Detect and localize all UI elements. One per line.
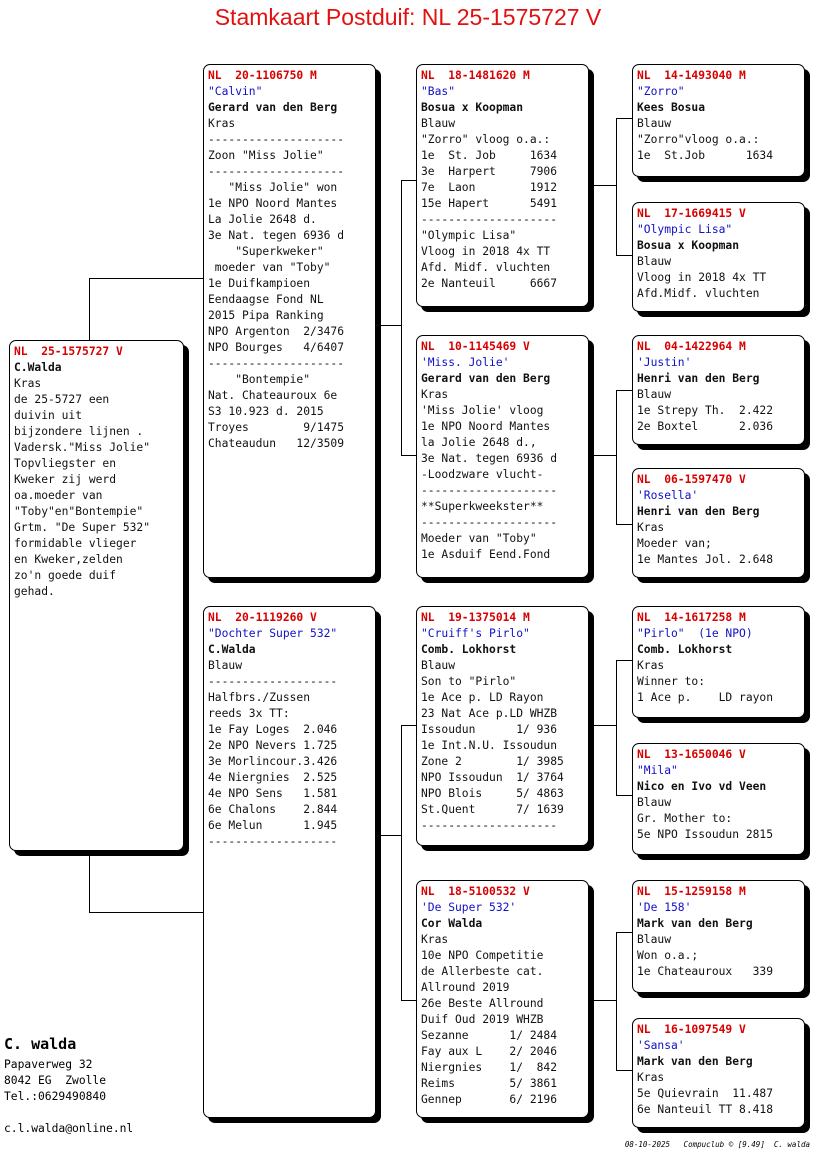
connector-line — [375, 835, 401, 836]
connector-line — [375, 325, 401, 326]
card-father-mother — [416, 335, 589, 578]
card-line: 26e Beste Allround — [421, 997, 544, 1010]
card-line: Nat. Chateauroux 6e — [208, 389, 338, 402]
card-line: 1e NPO Noord Mantes — [208, 197, 338, 210]
card-line: 1 Ace p. LD rayon — [637, 691, 774, 704]
card-line: 5e Quievrain 11.487 — [637, 1087, 774, 1100]
connector-line — [89, 278, 204, 279]
card-line: ------------------- — [208, 675, 338, 688]
owner-name: C. walda — [4, 1035, 77, 1053]
card-line: S3 10.923 d. 2015 — [208, 405, 324, 418]
ring-number: NL 13-1650046 V — [637, 748, 746, 761]
ring-number: NL 15-1259158 M — [637, 885, 746, 898]
card-line: 2e Nanteuil 6667 — [421, 277, 558, 290]
card-line: St.Quent 7/ 1639 — [421, 803, 564, 816]
card-line: reeds 3x TT: — [208, 707, 290, 720]
card-line: Kras — [637, 659, 665, 672]
ring-number: NL 18-1481620 M — [421, 69, 530, 82]
owner-email[interactable]: c.l.walda@online.nl — [4, 1122, 134, 1135]
connector-line — [616, 1070, 633, 1071]
connector-line — [588, 725, 616, 726]
card-line: Winner to: — [637, 675, 706, 688]
card-line: "Miss Jolie" won — [208, 181, 338, 194]
card-line: Kweker zij werd — [14, 473, 117, 486]
card-line: Kras — [421, 388, 449, 401]
card-ff-mother — [632, 202, 805, 312]
connector-line — [89, 850, 90, 912]
card-line: 1e Strepy Th. 2.422 — [637, 404, 774, 417]
card-line: Kras — [14, 377, 42, 390]
card-line: "Bontempie" — [208, 373, 311, 386]
card-line: 6e Nanteuil TT 8.418 — [637, 1103, 774, 1116]
card-line: Moeder van "Toby" — [421, 532, 537, 545]
card-line: bijzondere lijnen . — [14, 425, 144, 438]
card-line: en Kweker,zelden — [14, 553, 123, 566]
pigeon-name: "Mila" — [637, 764, 678, 777]
pigeon-name: "Olympic Lisa" — [637, 223, 733, 236]
card-line: Chateaudun 12/3509 — [208, 437, 345, 450]
card-line: "Zorro" vloog o.a.: — [421, 133, 551, 146]
card-line: -------------------- — [208, 357, 345, 370]
ring-number: NL 19-1375014 M — [421, 611, 530, 624]
owner-address: Papaverweg 32 — [4, 1058, 93, 1071]
card-line: 6e Melun 1.945 — [208, 819, 338, 832]
card-line: 1e Duifkampioen — [208, 277, 311, 290]
card-line: Vadersk."Miss Jolie" — [14, 441, 151, 454]
breeder-name: Mark van den Berg — [637, 917, 753, 930]
card-line: Eendaagse Fond NL — [208, 293, 324, 306]
card-line: 1e Ace p. LD Rayon — [421, 691, 544, 704]
card-line: 3e Nat. tegen 6936 d — [208, 229, 345, 242]
card-mf-father — [632, 606, 805, 718]
card-line: Grtm. "De Super 532" — [14, 521, 151, 534]
card-line: Vloog in 2018 4x TT — [637, 271, 767, 284]
card-line: de Allerbeste cat. — [421, 965, 544, 978]
card-line: Zoon "Miss Jolie" — [208, 149, 324, 162]
card-line: "Superkweker" — [208, 245, 324, 258]
pigeon-name: 'De Super 532' — [421, 901, 517, 914]
connector-line — [616, 118, 633, 119]
card-line: **Superkweekster** — [421, 500, 544, 513]
connector-line — [401, 725, 402, 1000]
pigeon-name: "Zorro" — [637, 85, 685, 98]
card-line: formidable vlieger — [14, 537, 137, 550]
card-line: de 25-5727 een — [14, 393, 110, 406]
pigeon-name: "Cruiff's Pirlo" — [421, 627, 530, 640]
breeder-name: Nico en Ivo vd Veen — [637, 780, 767, 793]
ring-number: NL 14-1493040 M — [637, 69, 746, 82]
card-line: Niergnies 1/ 842 — [421, 1061, 558, 1074]
connector-line — [616, 524, 633, 525]
connector-line — [588, 1000, 616, 1001]
card-line: Blauw — [421, 659, 456, 672]
breeder-name: C.Walda — [208, 643, 256, 656]
breeder-name: C.Walda — [14, 361, 62, 374]
connector-line — [616, 390, 617, 524]
card-line: duivin uit — [14, 409, 83, 422]
card-father-father — [416, 64, 589, 307]
card-mm-father — [632, 880, 805, 993]
connector-line — [616, 660, 617, 795]
breeder-name: Bosua x Koopman — [637, 239, 740, 252]
card-line: Fay aux L 2/ 2046 — [421, 1045, 558, 1058]
breeder-name: Henri van den Berg — [637, 372, 760, 385]
card-fm-mother — [632, 468, 805, 578]
card-mother-father — [416, 606, 589, 846]
connector-line — [616, 255, 633, 256]
card-line: Afd.Midf. vluchten — [637, 287, 760, 300]
card-line: -------------------- — [421, 516, 558, 529]
connector-line — [89, 278, 90, 340]
footer-credit: 08-10-2025 Compuclub © [9.49] C. walda — [624, 1140, 810, 1149]
card-line: Son to "Pirlo" — [421, 675, 517, 688]
card-line: Blauw — [637, 255, 672, 268]
card-line: La Jolie 2648 d. — [208, 213, 317, 226]
breeder-name: Bosua x Koopman — [421, 101, 524, 114]
card-line: 4e Niergnies 2.525 — [208, 771, 338, 784]
owner-postal: 8042 EG Zwolle — [4, 1074, 107, 1087]
card-line: Blauw — [637, 796, 672, 809]
ring-number: NL 20-1106750 M — [208, 69, 317, 82]
card-line: Kras — [208, 117, 236, 130]
card-line: Kras — [637, 1071, 665, 1084]
card-fm-father — [632, 335, 805, 445]
card-line: -------------------- — [421, 213, 558, 226]
ring-number: NL 10-1145469 V — [421, 340, 530, 353]
connector-line — [616, 660, 633, 661]
breeder-name: Cor Walda — [421, 917, 483, 930]
card-line: Gr. Mother to: — [637, 812, 733, 825]
breeder-name: Gerard van den Berg — [421, 372, 551, 385]
card-line: 'Miss Jolie' vloog — [421, 404, 544, 417]
card-line: gehad. — [14, 585, 55, 598]
card-line: Zone 2 1/ 3985 — [421, 755, 564, 768]
breeder-name: Mark van den Berg — [637, 1055, 753, 1068]
card-line: Reims 5/ 3861 — [421, 1077, 558, 1090]
ring-number: NL 20-1119260 V — [208, 611, 317, 624]
card-line: Moeder van; — [637, 537, 712, 550]
connector-line — [401, 180, 402, 455]
page-title: Stamkaart Postduif: NL 25-1575727 V — [214, 4, 602, 30]
pigeon-name: 'Miss. Jolie' — [421, 356, 510, 369]
card-ff-father — [632, 64, 805, 177]
connector-line — [588, 185, 616, 186]
owner-spacer — [4, 1105, 133, 1121]
connector-line — [616, 390, 633, 391]
card-line: NPO Argenton 2/3476 — [208, 325, 345, 338]
breeder-name: Comb. Lokhorst — [421, 643, 517, 656]
pigeon-name: "Dochter Super 532" — [208, 627, 338, 640]
card-line: NPO Bourges 4/6407 — [208, 341, 345, 354]
connector-line — [401, 1000, 417, 1001]
card-line: Sezanne 1/ 2484 — [421, 1029, 558, 1042]
card-line: -------------------- — [208, 133, 345, 146]
card-line: 10e NPO Competitie — [421, 949, 544, 962]
card-line: 23 Nat Ace p.LD WHZB — [421, 707, 558, 720]
card-line: 3e Harpert 7906 — [421, 165, 558, 178]
card-line: Vloog in 2018 4x TT — [421, 245, 551, 258]
card-line: -------------------- — [421, 819, 558, 832]
breeder-name: Comb. Lokhorst — [637, 643, 733, 656]
ring-number: NL 18-5100532 V — [421, 885, 530, 898]
connector-line — [616, 118, 617, 255]
card-line: 2e Boxtel 2.036 — [637, 420, 774, 433]
card-line: ------------------- — [208, 835, 338, 848]
card-line: Issoudun 1/ 936 — [421, 723, 558, 736]
breeder-name: Gerard van den Berg — [208, 101, 338, 114]
card-line: -Loodzware vlucht- — [421, 468, 544, 481]
card-line: 1e Int.N.U. Issoudun — [421, 739, 558, 752]
card-father — [203, 64, 376, 578]
connector-line — [588, 455, 616, 456]
card-line: Kras — [421, 933, 449, 946]
card-line: Gennep 6/ 2196 — [421, 1093, 558, 1106]
card-line: 1e NPO Noord Mantes — [421, 420, 551, 433]
card-line: 3e Nat. tegen 6936 d — [421, 452, 558, 465]
pigeon-name: 'De 158' — [637, 901, 692, 914]
connector-line — [616, 795, 633, 796]
card-line: 7e Laon 1912 — [421, 181, 558, 194]
breeder-name: Henri van den Berg — [637, 505, 760, 518]
card-mother-mother — [416, 880, 589, 1118]
card-line: 1e Mantes Jol. 2.648 — [637, 553, 774, 566]
card-line: NPO Blois 5/ 4863 — [421, 787, 564, 800]
ring-number: NL 14-1617258 M — [637, 611, 746, 624]
card-line: 15e Hapert 5491 — [421, 197, 558, 210]
card-line: 3e Morlincour.3.426 — [208, 755, 338, 768]
card-line: Blauw — [421, 117, 456, 130]
card-line: oa.moeder van — [14, 489, 103, 502]
card-line: Troyes 9/1475 — [208, 421, 345, 434]
ring-number: NL 16-1097549 V — [637, 1023, 746, 1036]
pigeon-name: "Calvin" — [208, 85, 263, 98]
card-line: Halfbrs./Zussen — [208, 691, 311, 704]
card-line: Blauw — [637, 933, 672, 946]
connector-line — [89, 912, 204, 913]
card-line: NPO Issoudun 1/ 3764 — [421, 771, 564, 784]
card-line: 2015 Pipa Ranking — [208, 309, 324, 322]
connector-line — [401, 455, 417, 456]
card-line: Duif Oud 2019 WHZB — [421, 1013, 544, 1026]
card-line: "Toby"en"Bontempie" — [14, 505, 144, 518]
card-line: 6e Chalons 2.844 — [208, 803, 338, 816]
card-line: "Zorro"vloog o.a.: — [637, 133, 760, 146]
card-line: Won o.a.; — [637, 949, 699, 962]
card-line: 1e Asduif Eend.Fond — [421, 548, 551, 561]
ring-number: NL 04-1422964 M — [637, 340, 746, 353]
card-subject — [9, 340, 184, 851]
card-line: 1e Fay Loges 2.046 — [208, 723, 338, 736]
connector-line — [401, 725, 417, 726]
card-mother — [203, 606, 376, 1118]
ring-number: NL 25-1575727 V — [14, 345, 123, 358]
card-line: Topvliegster en — [14, 457, 117, 470]
card-line: 1e Chateauroux 339 — [637, 965, 774, 978]
card-line: Blauw — [208, 659, 243, 672]
ring-number: NL 06-1597470 V — [637, 473, 746, 486]
owner-phone: Tel.:0629490840 — [4, 1090, 107, 1103]
pigeon-name: 'Justin' — [637, 356, 692, 369]
card-line: Kras — [637, 521, 665, 534]
ring-number: NL 17-1669415 V — [637, 207, 746, 220]
card-line: moeder van "Toby" — [208, 261, 331, 274]
pigeon-name: "Bas" — [421, 85, 456, 98]
breeder-name: Kees Bosua — [637, 101, 706, 114]
card-line: Blauw — [637, 117, 672, 130]
card-line: -------------------- — [421, 484, 558, 497]
card-line: zo'n goede duif — [14, 569, 117, 582]
card-line: 4e NPO Sens 1.581 — [208, 787, 338, 800]
pigeon-name: 'Rosella' — [637, 489, 699, 502]
card-line: Allround 2019 — [421, 981, 510, 994]
card-line: 2e NPO Nevers 1.725 — [208, 739, 338, 752]
card-line: "Olympic Lisa" — [421, 229, 517, 242]
card-line: 1e St.Job 1634 — [637, 149, 774, 162]
card-line: 5e NPO Issoudun 2815 — [637, 828, 774, 841]
pigeon-name: "Pirlo" (1e NPO) — [637, 627, 753, 640]
card-mf-mother — [632, 743, 805, 855]
pigeon-name: 'Sansa' — [637, 1039, 685, 1052]
connector-line — [616, 932, 617, 1070]
card-line: Blauw — [637, 388, 672, 401]
card-line: la Jolie 2648 d., — [421, 436, 537, 449]
card-line: Afd. Midf. vluchten — [421, 261, 551, 274]
card-mm-mother — [632, 1018, 805, 1128]
connector-line — [401, 180, 417, 181]
card-line: 1e St. Job 1634 — [421, 149, 558, 162]
connector-line — [616, 932, 633, 933]
owner-block — [4, 1034, 133, 1137]
card-line: -------------------- — [208, 165, 345, 178]
